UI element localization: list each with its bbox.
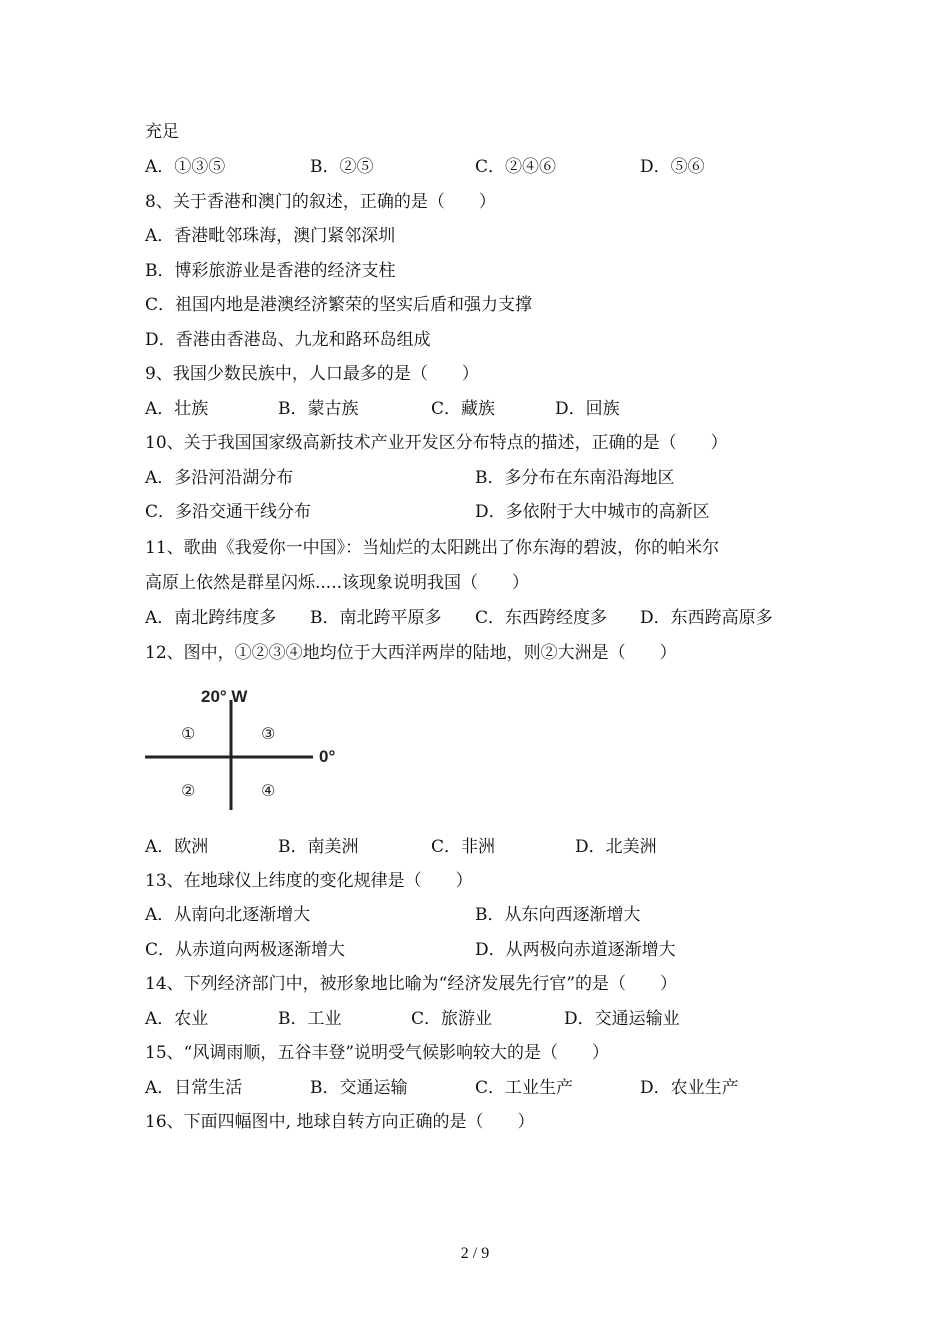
q8-option-c: C．祖国内地是港澳经济繁荣的坚实后盾和强力支撑 [145,295,533,315]
q10-option-d: D．多依附于大中城市的高新区 [475,502,710,522]
q8-stem: 8、关于香港和澳门的叙述，正确的是（ ） [145,192,496,212]
q15-option-a: A．日常生活 [145,1078,243,1098]
q13-stem: 13、在地球仪上纬度的变化规律是（ ） [145,871,473,891]
q12-option-b: B．南美洲 [278,837,359,857]
q9-option-b: B．蒙古族 [278,399,359,419]
q14-option-b: B．工业 [278,1009,342,1029]
quadrant-label-4: ④ [261,783,276,800]
q8-option-d: D．香港由香港岛、九龙和路环岛组成 [145,330,431,350]
q11-option-d: D．东西跨高原多 [640,608,773,628]
quadrant-label-1: ① [181,726,196,743]
q15-option-c: C．工业生产 [475,1078,574,1098]
q9-option-d: D．回族 [555,399,620,419]
q10-option-a: A．多沿河沿湖分布 [145,468,294,488]
q7-option-d: D．⑤⑥ [640,157,705,177]
q14-stem: 14、下列经济部门中，被形象地比喻为“经济发展先行官”的是（ ） [145,974,678,994]
q9-option-a: A．壮族 [145,399,209,419]
q15-stem: 15、“风调雨顺，五谷丰登”说明受气候影响较大的是（ ） [145,1043,610,1063]
q15-option-b: B．交通运输 [310,1078,408,1098]
q13-option-c: C．从赤道向两极逐渐增大 [145,940,346,960]
q14-option-a: A．农业 [145,1009,209,1029]
q8-option-b: B．博彩旅游业是香港的经济支柱 [145,261,396,281]
q12-option-c: C．非洲 [431,837,496,857]
q12-option-d: D．北美洲 [575,837,657,857]
q9-stem: 9、我国少数民族中，人口最多的是（ ） [145,364,479,384]
q11-option-c: C．东西跨经度多 [475,608,608,628]
q8-option-a: A．香港毗邻珠海，澳门紧邻深圳 [145,226,396,246]
q15-option-d: D．农业生产 [640,1078,739,1098]
q7-option-b: B．②⑤ [310,157,374,177]
q10-option-b: B．多分布在东南沿海地区 [475,468,675,488]
q14-option-c: C．旅游业 [411,1009,493,1029]
equator-label: 0° [319,747,336,766]
quadrant-label-2: ② [181,783,196,800]
q7-option-c: C．②④⑥ [475,157,557,177]
q7-stem-tail: 充足 [145,122,179,142]
q12-option-a: A．欧洲 [145,837,209,857]
meridian-label: 20° W [201,687,248,706]
q13-option-b: B．从东向西逐渐增大 [475,905,641,925]
q12-stem: 12、图中，①②③④地均位于大西洋两岸的陆地，则②大洲是（ ） [145,643,677,663]
q16-stem: 16、下面四幅图中, 地球自转方向正确的是（ ） [145,1112,535,1132]
q13-option-a: A．从南向北逐渐增大 [145,905,311,925]
q10-option-c: C．多沿交通干线分布 [145,502,312,522]
q11-option-a: A．南北跨纬度多 [145,608,277,628]
q9-option-c: C．藏族 [431,399,496,419]
q11-stem-line2: 高原上依然是群星闪烁.....该现象说明我国（ ） [145,573,530,593]
q10-stem: 10、关于我国国家级高新技术产业开发区分布特点的描述，正确的是（ ） [145,433,728,453]
q7-option-a: A．①③⑤ [145,157,226,177]
quadrant-label-3: ③ [261,726,276,743]
q14-option-d: D．交通运输业 [564,1009,680,1029]
q13-option-d: D．从两极向赤道逐渐增大 [475,940,676,960]
hemisphere-grid-figure [143,684,361,812]
page-number: 2 / 9 [460,1245,490,1262]
q11-option-b: B．南北跨平原多 [310,608,442,628]
q11-stem-line1: 11、歌曲《我爱你一中国》：当灿烂的太阳跳出了你东海的碧波，你的帕米尔 [145,538,720,558]
